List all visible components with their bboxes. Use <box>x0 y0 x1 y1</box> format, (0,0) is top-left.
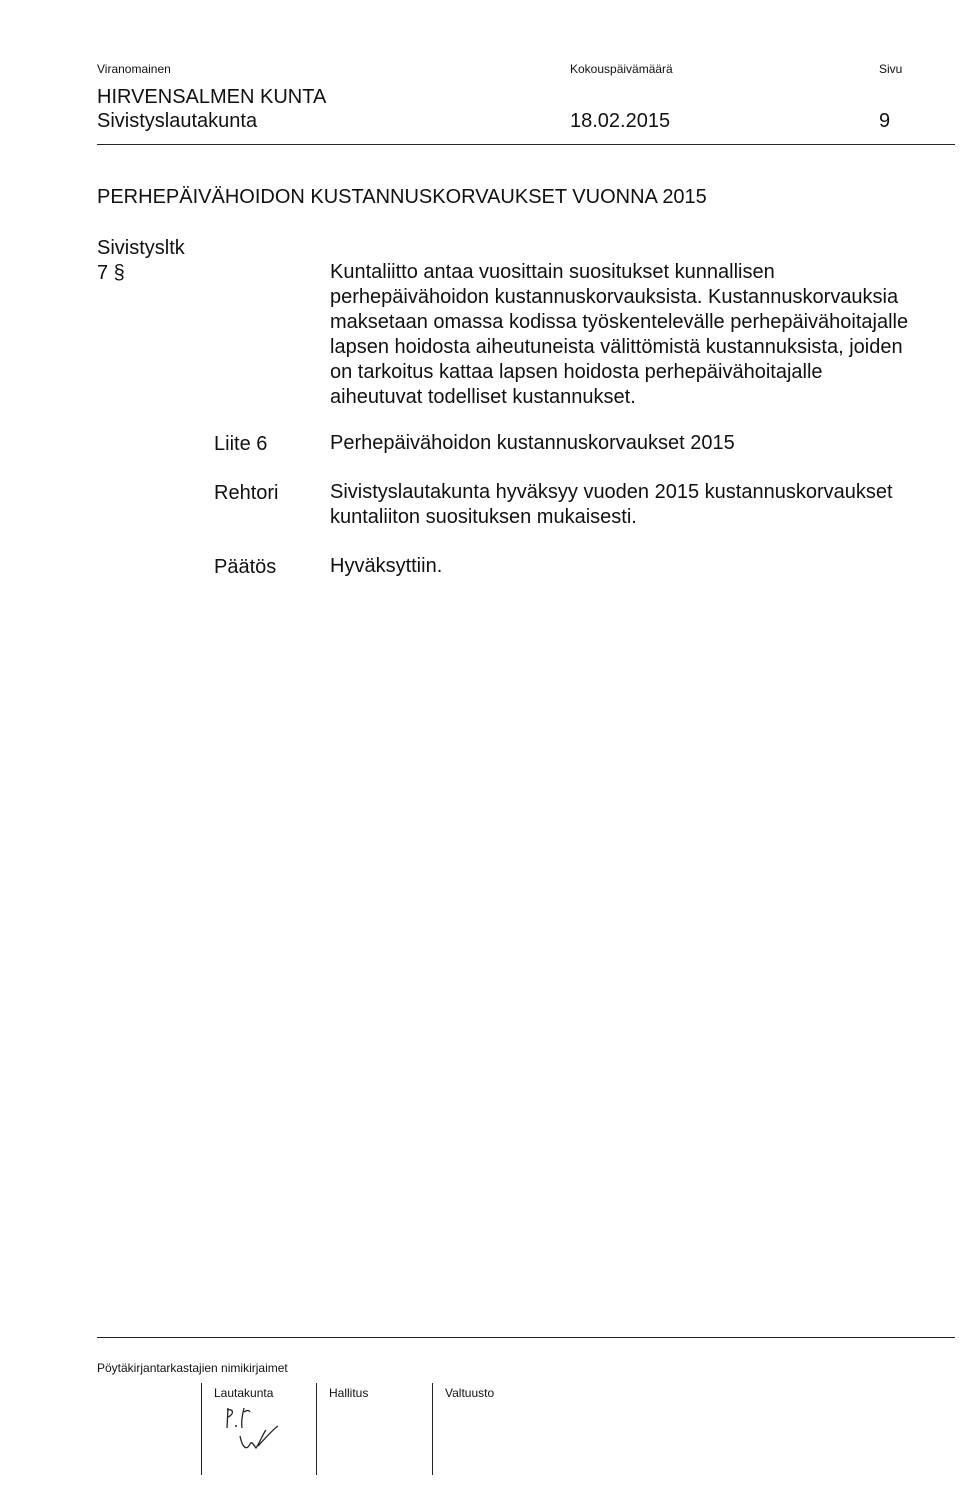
page-number: 9 <box>879 110 891 132</box>
paragraph-line: on tarkoitus kattaa lapsen hoidosta perhepäivähoitajalle <box>330 361 823 383</box>
paragraph-line: maksetaan omassa kodissa työskentelevälle perhepäivähoitajalle <box>330 311 909 333</box>
paragraph-line: Kuntaliitto antaa vuosittain suositukset kunnallisen <box>330 261 775 283</box>
column-divider <box>316 1383 317 1475</box>
item-title: PERHEPÄIVÄHOIDON KUSTANNUSKORVAUKSET VUONNA 2015 <box>97 186 707 208</box>
column-divider <box>432 1383 433 1475</box>
proposal-line: Sivistyslautakunta hyväksyy vuoden 2015 kustannuskorvaukset <box>330 481 893 503</box>
body-label: Sivistysltk <box>97 237 185 259</box>
initials-title: Pöytäkirjantarkastajien nimikirjaimet <box>97 1361 288 1375</box>
decision-label: Päätös <box>214 556 277 578</box>
column-divider <box>201 1383 202 1475</box>
attachment-line: Perhepäivähoidon kustannuskorvaukset 2015 <box>330 432 735 454</box>
paragraph-line: perhepäivähoidon kustannuskorvauksista. Kustannuskorvauksia <box>330 286 899 308</box>
item-paragraph <box>330 260 908 410</box>
column-lautakunta: Lautakunta <box>214 1386 274 1400</box>
paragraph-line: lapsen hoidosta aiheutuneista välittömistä kustannuksista, joiden <box>330 336 903 358</box>
column-valtuusto: Valtuusto <box>445 1386 495 1400</box>
attachment-text <box>330 431 735 456</box>
date-label: Kokouspäivämäärä <box>570 62 673 76</box>
section-number: 7 § <box>97 262 125 284</box>
header-divider <box>97 144 955 145</box>
paragraph-line: aiheutuvat todelliset kustannukset. <box>330 386 636 408</box>
authority-label: Viranomainen <box>97 62 171 76</box>
proposal-line: kuntaliiton suosituksen mukaisesti. <box>330 506 637 528</box>
proposer-label: Rehtori <box>214 482 279 504</box>
page-label: Sivu <box>879 62 903 76</box>
committee-name: Sivistyslautakunta <box>97 110 258 132</box>
proposal-text <box>330 480 893 530</box>
decision-text <box>330 554 442 579</box>
decision-line: Hyväksyttiin. <box>330 555 443 577</box>
meeting-date: 18.02.2015 <box>570 110 671 132</box>
column-hallitus: Hallitus <box>329 1386 369 1400</box>
municipality-name: HIRVENSALMEN KUNTA <box>97 86 327 108</box>
footer-divider <box>97 1337 955 1338</box>
attachment-label: Liite 6 <box>214 433 268 455</box>
handwritten-initials <box>220 1402 300 1462</box>
